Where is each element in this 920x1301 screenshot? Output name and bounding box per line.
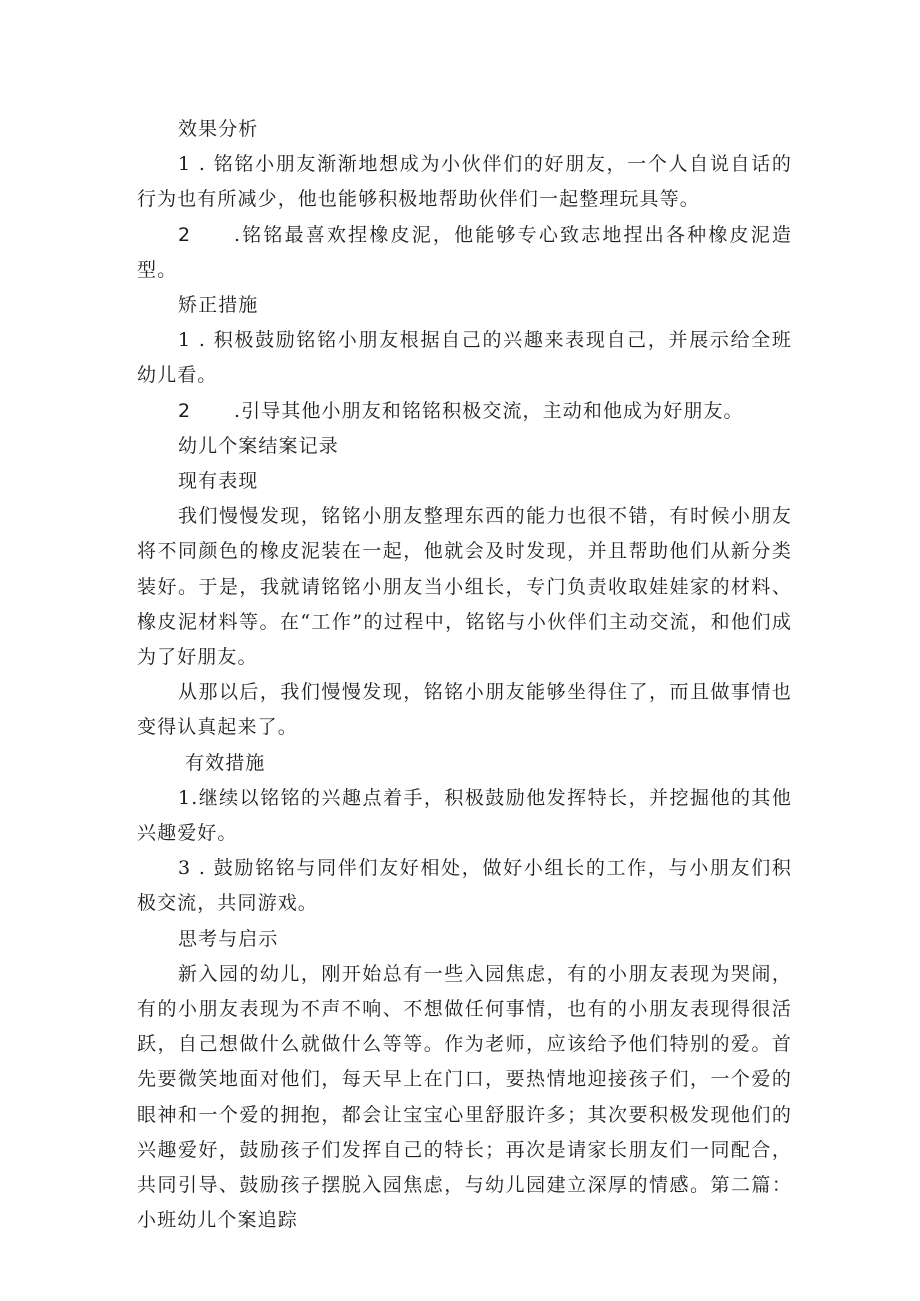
section-heading-reflection: 思考与启示 xyxy=(178,927,279,950)
paragraph-correction-1: 1 . 积极鼓励铭铭小朋友根据自己的兴趣来表现自己，并展示给全班幼儿看。 xyxy=(137,329,792,387)
section-heading-current: 现有表现 xyxy=(178,470,259,493)
paragraph-effect-2 xyxy=(137,218,792,288)
list-number: 2 xyxy=(178,399,192,422)
paragraph-correction-2 xyxy=(137,394,792,429)
document-body xyxy=(137,112,792,1239)
paragraph-current-2: 从那以后，我们慢慢发现，铭铭小朋友能够坐得住了，而且做事情也变得认真起来了。 xyxy=(137,681,792,739)
paragraph-reflection-1: 新入园的幼儿，刚开始总有一些入园焦虑，有的小朋友表现为哭闹，有的小朋友表现为不声不响、不想做任何事情，也有的小朋友表现得很活跃，自己想做什么就做什么等等。作为老师，应该给予他们特别的爱。首先要微笑地面对他们，每天早上在门口，要热情地迎接孩子们，一个爱的眼神和一个爱的拥抱，都会让宝宝心里舒服许多；其次要积极发现他们的兴趣爱好，鼓励孩子们发挥自己的特长；再次是请家长朋友们一同配合，共同引导、鼓励孩子摆脱入园焦虑，与幼儿园建立深厚的情感。第二篇：小班幼儿个案追踪 xyxy=(137,962,792,1232)
section-heading-effect-analysis: 效果分析 xyxy=(178,118,259,140)
list-text: .引导其他小朋友和铭铭积极交流，主动和他成为好朋友。 xyxy=(234,399,744,422)
list-number: 2 xyxy=(178,223,192,246)
section-heading-closing-record: 幼儿个案结案记录 xyxy=(178,434,339,457)
section-heading-effective: 有效措施 xyxy=(185,751,266,774)
paragraph-effective-1: 1.继续以铭铭的兴趣点着手，积极鼓励他发挥特长，并挖掘他的其他兴趣爱好。 xyxy=(137,786,792,845)
paragraph-current-1: 我们慢慢发现，铭铭小朋友整理东西的能力也很不错，有时候小朋友将不同颜色的橡皮泥装在一起，他就会及时发现，并且帮助他们从新分类装好。于是，我就请铭铭小朋友当小组长，专门负责收取娃娃家的材料、橡皮泥材料等。在“工作”的过程中，铭铭与小伙伴们主动交流，和他们成为了好朋友。 xyxy=(137,505,792,669)
paragraph-effective-3: 3 . 鼓励铭铭与同伴们友好相处，做好小组长的工作，与小朋友们积极交流，共同游戏。 xyxy=(137,857,792,915)
section-heading-correction: 矫正措施 xyxy=(178,294,259,317)
paragraph-effect-1: 1 . 铭铭小朋友渐渐地想成为小伙伴们的好朋友，一个人自说自话的行为也有所减少，他也能够积极地帮助伙伴们一起整理玩具等。 xyxy=(137,153,792,211)
list-text: .铭铭最喜欢捏橡皮泥，他能够专心致志地捏出各种橡皮泥造型。 xyxy=(137,223,792,281)
